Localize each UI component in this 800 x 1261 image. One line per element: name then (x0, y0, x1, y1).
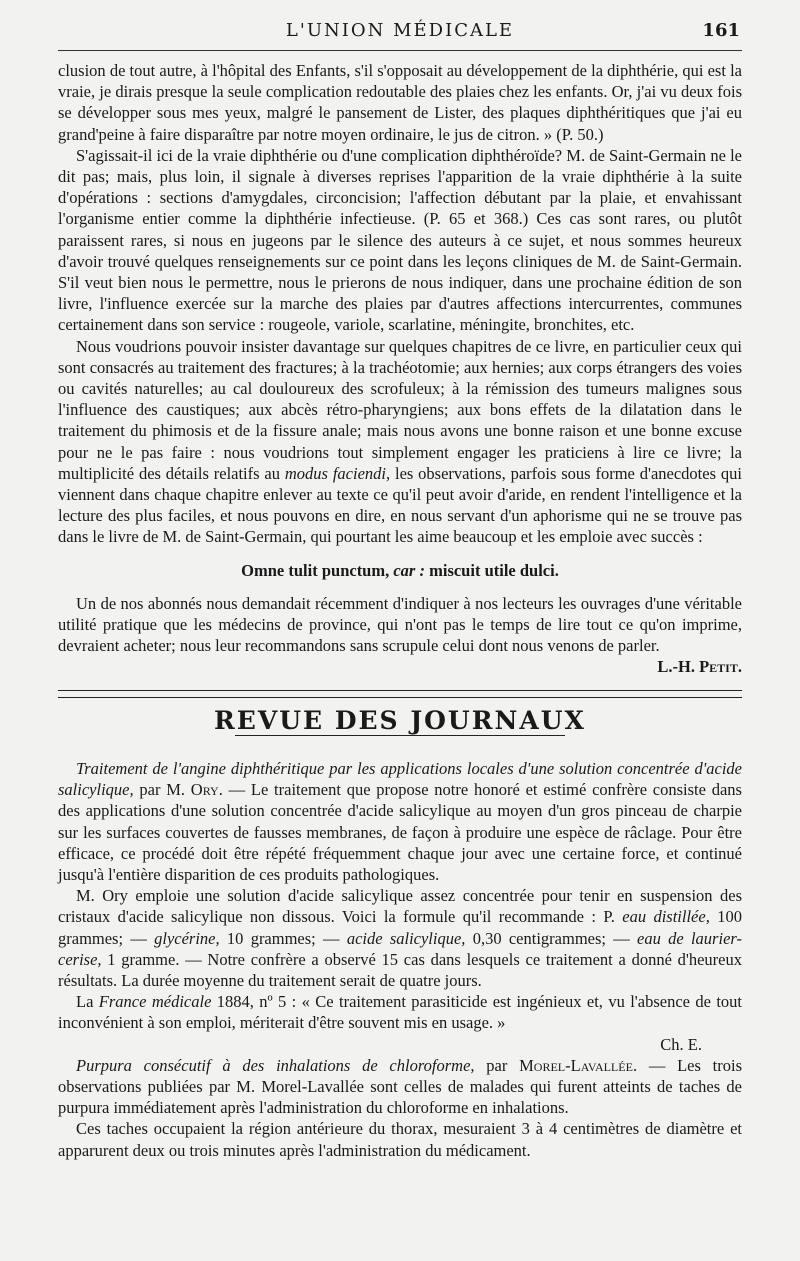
article2-p3-journal: France médicale (98, 992, 212, 1012)
article2-author-prefix: par M. (133, 780, 191, 800)
article2-paragraph-2 (58, 885, 742, 991)
latin-quote-italic: car : (393, 560, 425, 580)
text-column (58, 60, 742, 1161)
article2-credit: Ch. E. (660, 1034, 702, 1054)
article3-title: Purpura consécutif à des inhalations de chloroforme, (76, 1055, 475, 1075)
page-header (58, 18, 742, 48)
article2-paragraph-3 (58, 991, 742, 1033)
article1-paragraph-3-text-a: Nous voudrions pouvoir insister davantage sur quelques chapitres de ce livre, en particulier ceux qui sont consacrés au traitement des fractures; à la trachéotomie; aux hernies; aux corps étrangers des voies ou cavités naturelles; au cal douloureux des scrofuleux; à la rémission des tumeurs malignes sous l'influence des caustiques; aux abcès rétro-pharyngiens; aux bons effets de la dilatation dans le traitement du phimosis et de la fissure anale; mais nous avons une bonne raison et une bonne excuse pour ne le pas faire : nous voudrions tout simplement engager les praticiens à lire ce livre; la multiplicité des détails relatifs au (58, 336, 742, 483)
latin-quote-b: miscuit utile dulci. (424, 560, 559, 580)
signature-text: L.-H. Petit. (657, 657, 742, 677)
article2-p2-glyc: glycérine, (154, 928, 220, 948)
header-rule (58, 50, 742, 51)
article3-paragraph-1 (58, 1055, 742, 1119)
section-title-rule (235, 735, 565, 736)
latin-quote (58, 560, 742, 581)
article2-title: Traitement de l'angine diphthéritique par les applications locales d'une solution concentrée d'acide salicylique, (58, 758, 742, 800)
article2-p2-acide: acide salicylique, (346, 928, 466, 948)
article1-signature (58, 656, 742, 677)
article3-author-prefix: par (474, 1055, 520, 1075)
article2-author: Ory (190, 780, 219, 800)
article1-paragraph-3 (58, 336, 742, 548)
article2-p2-c: 10 grammes; — (219, 928, 347, 948)
running-title: L'UNION MÉDICALE (285, 20, 515, 41)
article1-paragraph-3-text-b: les observations, parfois sous forme d'anecdotes qui viennent dans chaque chapitre enlever au texte ce qu'il peut avoir d'aride, en rendent l'intelligence et la lecture des plus faciles, et nous pouvons en dire, en nous servant d'un aphorisme qui ne se trouve pas dans le livre de M. de Saint-Germain, qui pourtant les aime beaucoup et les emploie avec succès : (58, 463, 742, 547)
article3-text-1: . — Les trois observations publiées par M. Morel-Lavallée sont celles de malades qui furent atteints de taches de purpura immédiatement après l'administration du chloroforme en inhalations. (58, 1055, 742, 1118)
article2-p2-d: 0,30 centigrammes; — (465, 928, 638, 948)
article2-paragraph-1 (58, 758, 742, 885)
article2-p3-a: La (76, 992, 99, 1012)
page-number: 161 (702, 20, 740, 41)
article1-paragraph-1: clusion de tout autre, à l'hôpital des Enfants, s'il s'opposait au développement de la diphthérie, qui est la vraie, je dirais presque la seule complication redoutable des plaies chez les enfants. Or, j'ai vu deux fois se développer sous mes yeux, malgré le pansement de Lister, des plaques diphthéritiques que j'ai eu grand'peine à faire disparaître par notre moyen ordinaire, le jus de citron. » (P. 50.) (58, 61, 742, 144)
article2-text-1: . — Le traitement que propose notre honoré et estimé confrère consiste dans des applications d'une solution concentrée d'acide salicylique au moyen d'un gros pinceau de charpie sur les surfaces couvertes de fausses membranes, de façon à produire une espèce de râclage. Pour être efficace, ce procédé doit être répété fréquemment chaque jour avec une certaine force, et continué jusqu'à l'entière disparition de ces produits pathologiques. (58, 780, 742, 884)
article1-paragraph-3-italic: modus faciendi, (284, 463, 391, 483)
article2-p3-b: 1884, nº 5 : « Ce traitement parasiticide est ingénieux et, vu l'absence de tout inconvénient à son emploi, mériterait d'être souvent mis en usage. » (58, 992, 743, 1033)
section-title: REVUE DES JOURNAUX (214, 705, 586, 735)
latin-quote-a: Omne tulit punctum, (241, 560, 394, 580)
article2-p2-laurier: eau de laurier-cerise, (58, 928, 742, 969)
article2-p2-a: M. Ory emploie une solution d'acide salicylique assez concentrée pour tenir en suspension des cristaux d'acide salicylique non dissous. Voici la formule qu'il recommande : P. (58, 886, 742, 927)
article3-paragraph-2: Ces taches occupaient la région antérieure du thorax, mesuraient 3 à 4 centimètres de diamètre et apparurent deux ou trois minutes après l'administration du médicament. (58, 1119, 742, 1160)
article2-p2-eau: eau distillée, (622, 907, 710, 927)
article2-p2-b: 100 grammes; — (58, 907, 742, 948)
section-separator (58, 690, 742, 698)
article1-paragraph-2: S'agissait-il ici de la vraie diphthérie ou d'une complication diphthéroïde? M. de Saint-Germain ne le dit pas; mais, plus loin, il signale à diverses reprises l'apparition de la vraie diphthérie à la suite d'opérations : sections d'amygdales, circoncision; l'affection débutant par la plaie, et envahissant l'organisme entier comme la diphthérie infectieuse. (P. 65 et 368.) Ces cas sont rares, ou plutôt paraissent rares, si nous en jugeons par le silence des auteurs à ce sujet, et nous sommes heureux d'avoir trouvé quelques renseignements sur ce point dans les leçons cliniques de M. de Saint-Germain. S'il veut bien nous le permettre, nous le prierons de nous indiquer, dans une prochaine édition de son livre, l'influence exercée sur la marche des plaies par d'autres affections intercurrentes, communes certainement dans son service : rougeole, variole, scarlatine, méningite, bronchites, etc. (58, 145, 742, 335)
article2-p2-e: 1 gramme. — Notre confrère a observé 15 cas dans lesquels ce traitement a donné d'heureux résultats. La durée moyenne du traitement serait de quatre jours. (58, 949, 742, 990)
article1-paragraph-4: Un de nos abonnés nous demandait récemment d'indiquer à nos lecteurs les ouvrages d'une véritable utilité pratique que les médecins de province, qui n'ont pas le temps de lire tout ce qu'on imprime, devraient acheter; nous leur recommandons sans scrupule celui dont nous venons de parler. (58, 593, 742, 656)
article3-author: Morel-Lavallée (519, 1055, 633, 1075)
